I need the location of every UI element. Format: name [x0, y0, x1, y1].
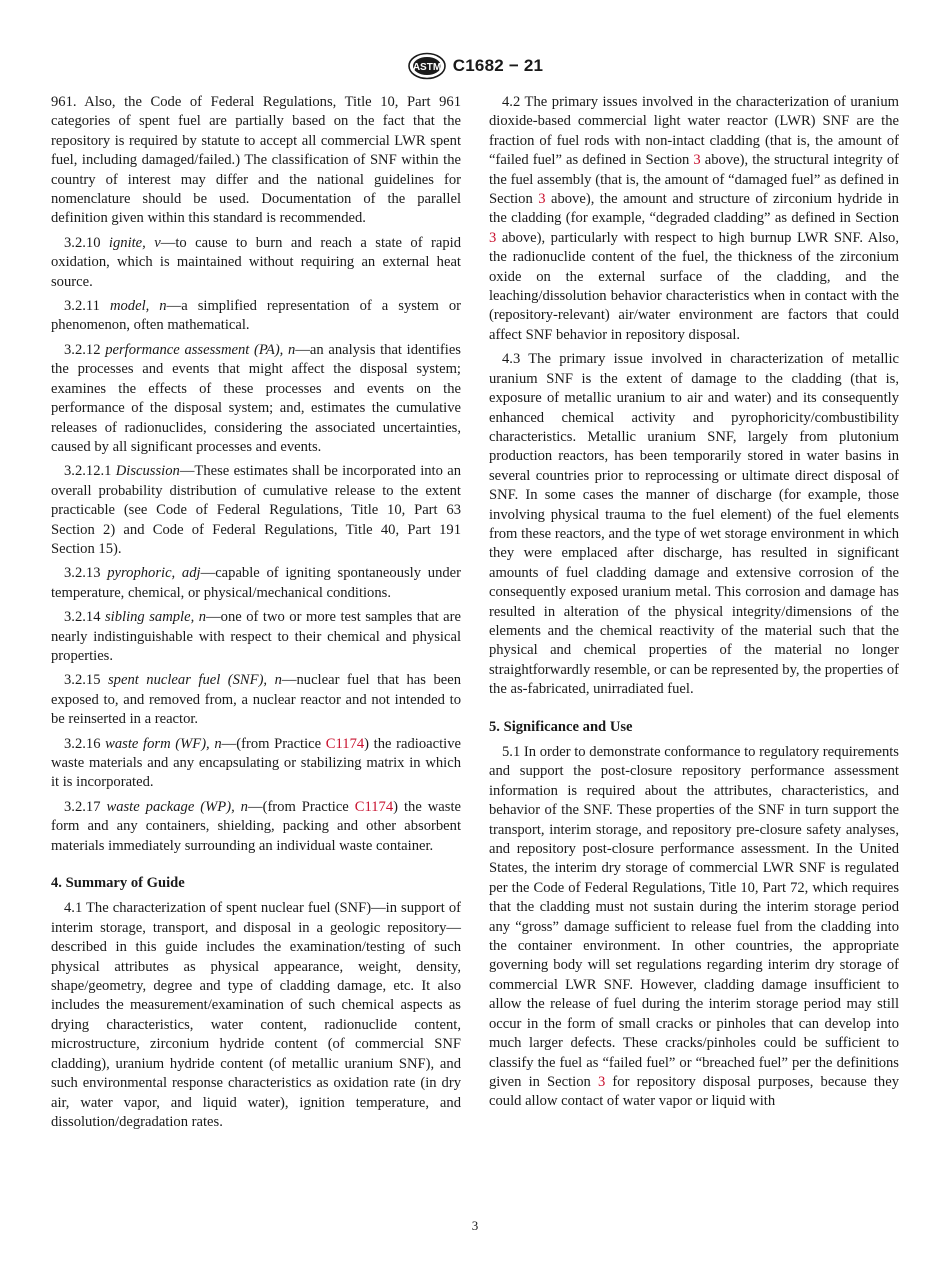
definition-3-2-11	[51, 297, 461, 336]
link-c1174[interactable]: C1174	[354, 798, 394, 815]
def-number: 3.2.10	[64, 234, 109, 251]
left-column	[51, 93, 461, 1137]
paragraph-4-3: 4.3 The primary issue involved in characterization of metallic uranium SNF is the extent of damage to the cladding (that is, exposure of metallic uranium to air and water) and its consequently enhanced chemical activity and pyrophoricity/combustibility characteristics. Metallic uranium SNF, largely from plutonium production reactors, has been temporarily stored in water basins in several countries prior to reprocessing or ultimate direct disposal of SNF. In some cases the manner of discharge (for example, those involving physical trauma to the fuel element) of the fuel elements from these reactors, and the type of wet storage environment in which they were emplaced after discharge, has resulted in significant amounts of fuel cladding damage and extensive corrosion of the consequently exposed uranium metal. This corrosion and damage has resulted in alteration of the physical integrity/dimensions of the elements and the chemical reactivity of the material such that the physical and chemical properties of the material no longer straightforwardly resemble, or can be represented by, the properties of the as-fabricated, unirradiated fuel.	[489, 351, 899, 698]
def-number: 3.2.12	[64, 341, 106, 358]
def-text: —an analysis that identifies the processes and events that might affect the disposal system; examines the effects of these processes and events on the performance of the disposal system; and, estimates the cumulative releases of radionuclides, considering the associated uncertainties, caused by all significant processes and events.	[51, 341, 461, 455]
page-number: 3	[471, 1218, 479, 1233]
paragraph-4-1: 4.1 The characterization of spent nuclear fuel (SNF)—in support of interim storage, transport, and disposal in a geologic repository—described in this guide includes the examination/testing of such physical attributes as physical appearance, weight, density, shape/geometry, degree and type of cladding damage, etc. It also includes the measurement/examination of such chemical aspects as drying characteristics, water content, radionuclide content, microstructure, zirconium hydride content (of commercial SNF cladding), uranium hydride content (of metallic uranium SNF), and such environmental response characteristics as oxidation rate (in dry air, water vapor, and liquid water), ignition temperature, and dissolution/degradation rates.	[51, 900, 461, 1130]
def-text: —a simplified representation of a system or phenomenon, often mathematical.	[51, 298, 461, 334]
def-number: 3.2.13	[64, 565, 108, 582]
def-term: ignite, v	[108, 234, 161, 251]
def-text: —These estimates shall be incorporated into an overall probability distribution of cumulative release to the extent practicable (see Code of Federal Regulations, Title 10, Part 63 Section 2) and Code of Federal Regulations, Title 40, Part 191 Section 15).	[51, 463, 461, 557]
paragraph-5-1: 5.1 In order to demonstrate conformance to regulatory requirements and support the post-closure repository performance assessment information is required about the attributes, characteristics, and behavior of the SNF. These properties of the SNF in turn support the transport, interim storage, and repository pre-closure safety analyses, and repository post-closure performance assessment. In the United States, the interim dry storage of commercial LWR SNF is regulated per the Code of Federal Regulations, Title 10, Part 72, which requires that the cladding must not sustain during the interim storage period any “gross” damage sufficient to release fuel from the cladding into the container environment. In other countries, the appropriate governing body will set regulations regarding interim dry storage of commercial LWR SNF. However, cladding damage insufficient to allow the release of fuel during the interim storage period may still occur in the form of small cracks or pinholes that can develop into much larger defects. These cracks/pinholes could be sufficient to classify the fuel as “failed fuel” or “breached fuel” per the definitions given in Section 3 for repository disposal purposes, because they could allow contact of water vapor or liquid with	[489, 744, 899, 1110]
def-number: 3.2.15	[64, 672, 108, 689]
def-term: waste package (WP), n	[106, 798, 248, 815]
def-text: —to cause to burn and reach a state of rapid oxidation, which is maintained without requiring an external heat source.	[51, 234, 462, 290]
definition-3-2-10	[51, 234, 461, 292]
def-text: —one of two or more test samples that are nearly indistinguishable with respect to their chemical and physical properties.	[51, 609, 461, 664]
section-5-heading: 5. Significance and Use	[489, 718, 633, 735]
section-3-link[interactable]: 3	[693, 152, 701, 169]
def-text: —(from Practice	[247, 798, 355, 815]
definition-3-2-12	[51, 341, 461, 457]
def-text: ) the radioactive waste materials and any encapsulating or stabilizing matrix in which it is incorporated.	[51, 735, 461, 791]
continued-paragraph: 961. Also, the Code of Federal Regulations, Title 10, Part 961 categories of spent fuel are partially based on the fact that the repository is required by statute to accept all commercial LWR spent fuel, including damaged/failed.) The classification of SNF within the country of interest may differ and the national guidelines for nomenclature should be used. Documentation of the parallel definition given within this standard is recommended.	[51, 94, 461, 227]
def-term: pyrophoric, adj	[107, 565, 201, 582]
def-text: —capable of igniting spontaneously under temperature, chemical, or physical/mechanical conditions.	[51, 565, 461, 601]
def-number: 3.2.14	[64, 609, 105, 626]
def-number: 3.2.11	[64, 298, 110, 315]
def-text: —(from Practice	[221, 735, 326, 752]
definition-3-2-15	[51, 671, 461, 729]
definition-3-2-12-1	[51, 462, 461, 559]
def-text: ) the waste form and any containers, shielding, packing and other absorbent materials immediately surrounding an individual waste container.	[51, 798, 461, 854]
section-3-link[interactable]: 3	[538, 191, 546, 208]
def-number: 3.2.12.1	[64, 463, 116, 480]
section-3-link[interactable]: 3	[597, 1073, 606, 1090]
def-term: spent nuclear fuel (SNF), n	[108, 672, 282, 689]
definition-3-2-16	[51, 735, 461, 793]
right-column	[489, 93, 899, 1117]
document-id: C1682 − 21	[452, 56, 544, 75]
definition-3-2-14	[51, 608, 461, 666]
section-4-heading: 4. Summary of Guide	[51, 875, 185, 892]
section-3-link[interactable]: 3	[489, 229, 497, 246]
astm-logo-icon	[407, 52, 447, 80]
def-term: performance assessment (PA), n	[105, 341, 296, 358]
link-c1174[interactable]: C1174	[325, 735, 365, 752]
def-term: model, n	[109, 298, 167, 315]
def-term: sibling sample, n	[105, 609, 207, 626]
def-number: 3.2.17	[64, 798, 107, 815]
page-header	[0, 52, 950, 80]
logo-text: ASTM	[412, 62, 441, 73]
def-text: —nuclear fuel that has been exposed to, and removed from, a nuclear reactor and not intended to be reinserted in a reactor.	[51, 672, 462, 728]
def-number: 3.2.16	[64, 735, 106, 752]
paragraph-4-2: 4.2 The primary issues involved in the characterization of uranium dioxide-based commercial light water reactor (LWR) SNF are the fraction of fuel rods with non-intact cladding (that is, the amount of “failed fuel” as defined in Section 3 above), the structural integrity of the fuel assembly (that is, the amount of “damaged fuel” as defined in Section 3 above), the amount and structure of zirconium hydride in the cladding (for example, “degraded cladding” as defined in Section 3 above), particularly with respect to high burnup LWR SNF. Also, the radionuclide content of the fuel, the thickness of the zirconium oxide on the external surface of the cladding, and the leaching/dissolution behavior characteristics when in contact with the (repository-relevant) air/water environment are factors that could affect SNF behavior in repository disposal.	[489, 94, 899, 343]
definition-3-2-13	[51, 564, 461, 603]
def-term: waste form (WF), n	[105, 735, 222, 752]
definition-3-2-17	[51, 798, 461, 856]
def-term: Discussion	[115, 463, 180, 480]
